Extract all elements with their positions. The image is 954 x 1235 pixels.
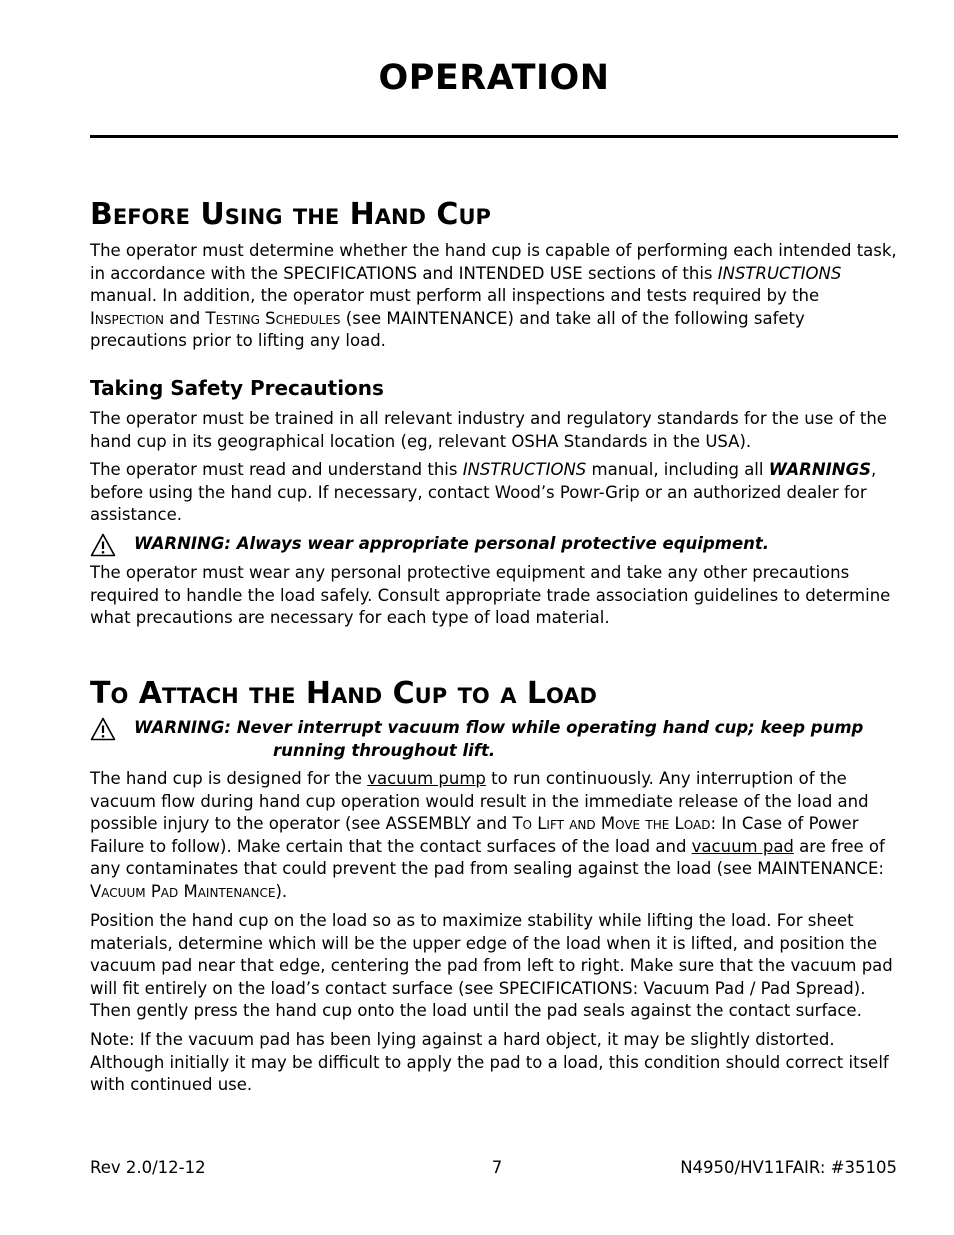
note-paragraph: Note: If the vacuum pad has been lying against a hard object, it may be slightly distorted. Although initially it may be difficult to apply the pad to a load, this condition should correct itself with continued use. — [90, 1030, 889, 1095]
footer-document-id: N4950/HV11FAIR: #35105 — [680, 1158, 897, 1177]
read-instructions-paragraph: The operator must read and understand this INSTRUCTIONS manual, including all WARNINGS, before using the hand cup. If necessary, contact Wood’s Powr-Grip or an authorized dealer for assistance. — [90, 460, 877, 525]
subheading-safety-precautions: Taking Safety Precautions — [90, 376, 384, 400]
training-paragraph: The operator must be trained in all relevant industry and regulatory standards for the use of the hand cup in its geographical location (eg, relevant OSHA Standards in the USA). — [90, 409, 887, 451]
position-hand-cup-paragraph: Position the hand cup on the load so as to maximize stability while lifting the load. For sheet materials, determine which will be the upper edge of the load when it is lifted, and position the vacuum pad near that edge, centering the pad from left to right. Make sure that the vacuum pad will fit entirely on the load’s contact surface (see SPECIFICATIONS: Vacuum Pad / Pad Spread). Then gently press the hand cup onto the load until the pad seals against the contact surface. — [90, 911, 893, 1021]
warning-triangle-icon — [90, 533, 116, 557]
vacuum-pump-paragraph: The hand cup is designed for the vacuum pump to run continuously. Any interruption of the vacuum flow during hand cup operation would result in the immediate release of the load and possible injury to the operator (see ASSEMBLY and To Lift and Move the Load: In Case of Power Failure to follow). Make certain that the contact surfaces of the load and vacuum pad are free of any contaminates that could prevent the pad from sealing against the load (see MAINTENANCE: Vacuum Pad Maintenance). — [90, 769, 885, 901]
warning-text: WARNING: Always wear appropriate personal protective equipment. — [134, 534, 770, 553]
footer-revision: Rev 2.0/12-12 — [90, 1158, 206, 1177]
warning-text: WARNING: Never interrupt vacuum flow while operating hand cup; keep pump — [134, 718, 864, 737]
ppe-paragraph: The operator must wear any personal protective equipment and take any other precautions required to handle the load safely. Consult appropriate trade association guidelines to determine what precautions are necessary for each type of load material. — [90, 563, 891, 628]
warning-text-continued: running throughout lift. — [273, 741, 496, 760]
page-title: OPERATION — [378, 58, 610, 98]
warning-triangle-icon — [90, 717, 116, 741]
section-heading-attach-to-load: To Attach the Hand Cup to a Load — [90, 676, 597, 711]
intro-paragraph: The operator must determine whether the hand cup is capable of performing each intended task, in accordance with the SPECIFICATIONS and INTENDED USE sections of this INSTRUCTIONS manual. In addition, the operator must perform all inspections and tests required by the Inspection and Testing Schedules (see MAINTENANCE) and take all of the following safety precautions prior to lifting any load. — [90, 241, 897, 351]
title-divider — [90, 135, 898, 138]
section-heading-before-using: Before Using the Hand Cup — [90, 197, 491, 232]
footer-page-number: 7 — [491, 1158, 503, 1177]
vacuum-pad-term: vacuum pad — [691, 836, 794, 856]
vacuum-pump-term: vacuum pump — [367, 769, 486, 788]
